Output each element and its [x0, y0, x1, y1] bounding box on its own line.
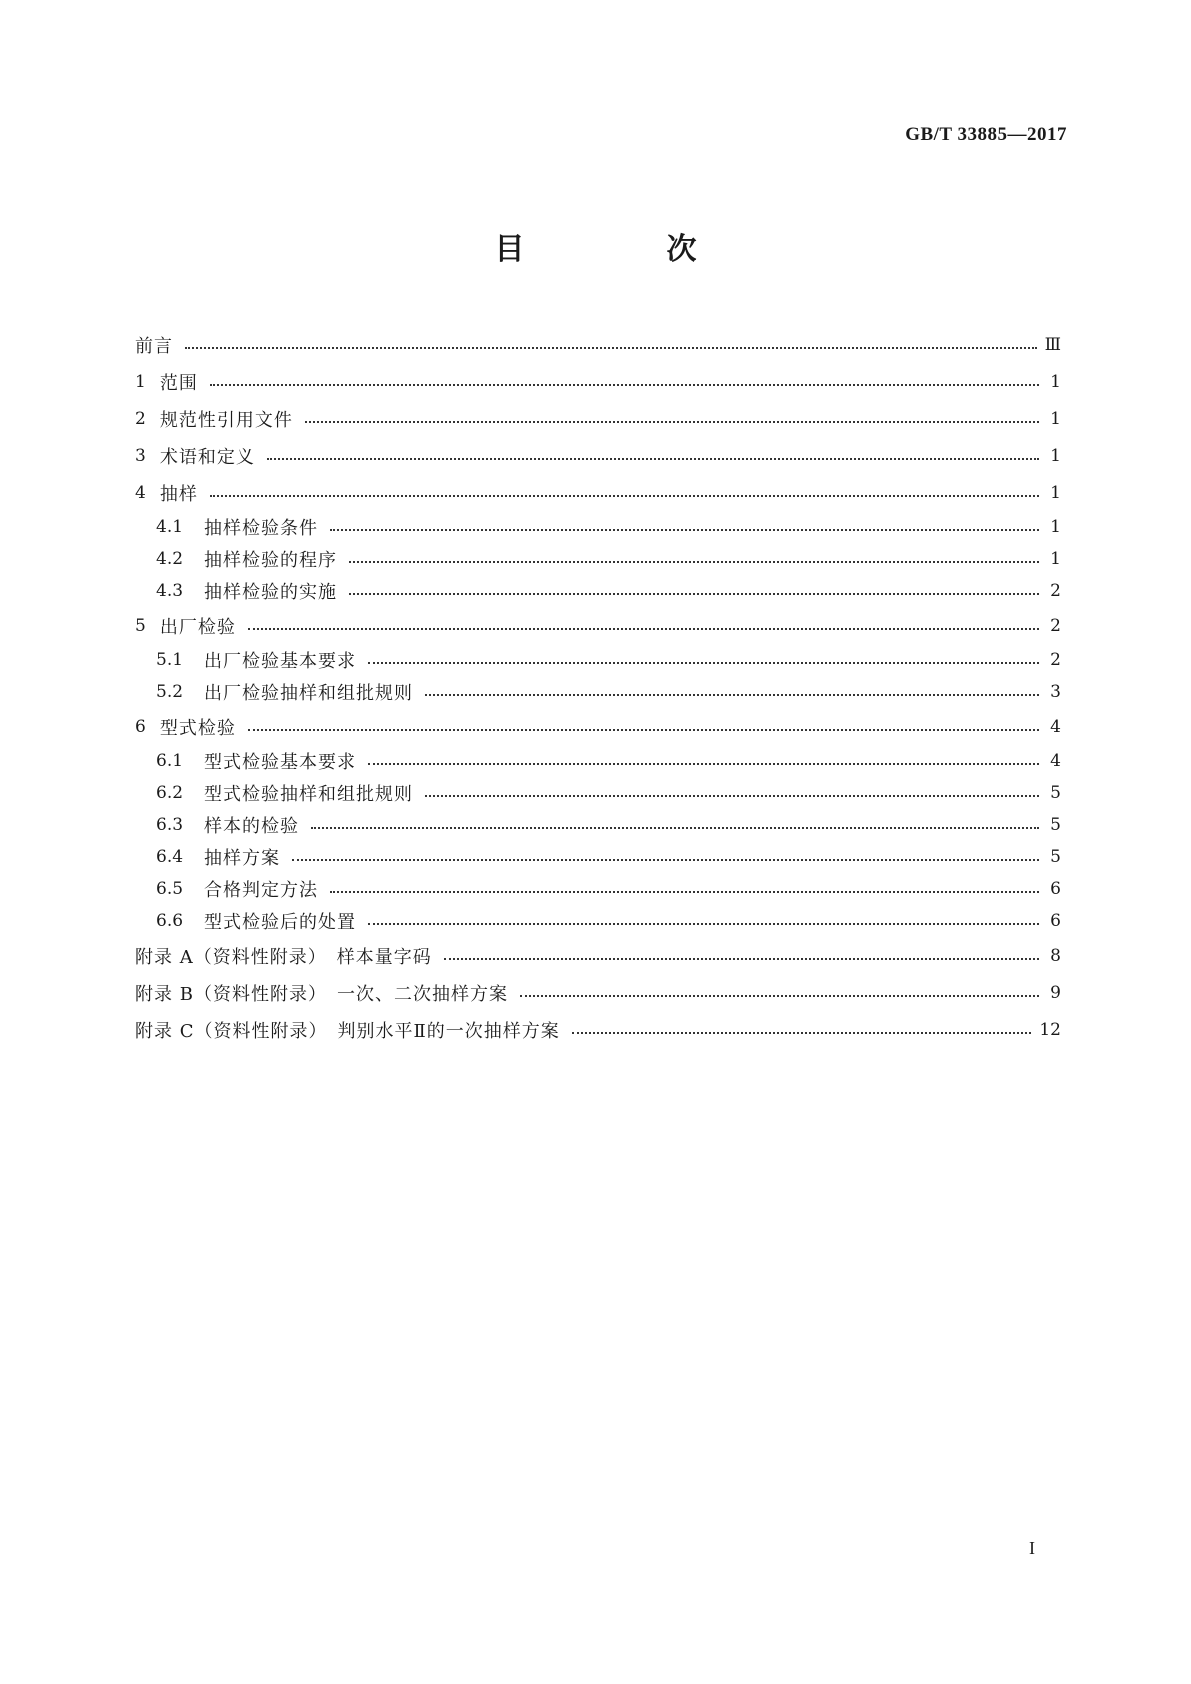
- toc-leader-dots: [368, 763, 1039, 765]
- toc-entry-page: 1: [1050, 371, 1061, 392]
- toc-entry-number: 4.1: [156, 517, 184, 537]
- toc-entry-number: 6: [135, 716, 146, 737]
- toc-entry-number: 6.6: [156, 911, 184, 931]
- toc-leader-dots: [248, 628, 1039, 630]
- toc-leader-dots: [368, 923, 1039, 925]
- toc-entry[interactable]: [135, 607, 1061, 644]
- toc-leader-dots: [349, 561, 1039, 563]
- toc-entry[interactable]: [135, 644, 1061, 676]
- toc-entry[interactable]: [135, 1011, 1061, 1048]
- toc-leader-dots: [330, 529, 1039, 531]
- toc-entry-page: 12: [1039, 1019, 1061, 1040]
- toc-entry-page: 1: [1050, 549, 1061, 569]
- toc-entry-number: 4.2: [156, 549, 184, 569]
- toc-entry-number: 6.5: [156, 879, 184, 899]
- toc-entry-number: 3: [135, 445, 146, 466]
- toc-entry-number: 1: [135, 371, 146, 392]
- toc-entry-label: 合格判定方法: [204, 880, 318, 901]
- toc-entry[interactable]: [135, 676, 1061, 708]
- toc-leader-dots: [185, 347, 1037, 349]
- toc-leader-dots: [267, 458, 1039, 460]
- toc-entry-number: 4: [135, 482, 146, 503]
- toc-entry-label: 抽样检验的实施: [204, 582, 337, 603]
- toc-entry-label: 型式检验基本要求: [204, 752, 356, 773]
- toc-entry-number: 6.4: [156, 847, 184, 867]
- toc-leader-dots: [330, 891, 1039, 893]
- toc-entry-page: 2: [1050, 615, 1061, 636]
- toc-entry-page: Ⅲ: [1044, 334, 1061, 355]
- toc-entry[interactable]: [135, 511, 1061, 543]
- toc-entry-page: 1: [1050, 408, 1061, 429]
- toc-entry[interactable]: [135, 905, 1061, 937]
- toc-entry-label: 附录 A（资料性附录） 样本量字码: [135, 946, 432, 968]
- toc-entry-label: 抽样方案: [204, 848, 280, 869]
- toc-entry-label: 型式检验抽样和组批规则: [204, 784, 413, 805]
- toc-entry-label: 抽样检验条件: [204, 518, 318, 539]
- toc-entry-page: 4: [1050, 716, 1061, 737]
- toc-entry[interactable]: [135, 363, 1061, 400]
- toc-entry-label: 术语和定义: [159, 446, 255, 468]
- toc-leader-dots: [210, 384, 1039, 386]
- toc-entry-number: 6.2: [156, 783, 184, 803]
- toc-entry[interactable]: [135, 400, 1061, 437]
- toc-entry-page: 3: [1050, 682, 1061, 702]
- toc-entry-label: 范围: [159, 372, 198, 394]
- toc-entry-number: 5: [135, 615, 146, 636]
- toc-entry-label: 出厂检验: [159, 616, 236, 638]
- toc-entry-number: 4.3: [156, 581, 184, 601]
- toc-leader-dots: [572, 1032, 1032, 1034]
- toc-entry-page: 1: [1050, 445, 1061, 466]
- toc-entry-page: 5: [1050, 815, 1061, 835]
- toc-entry[interactable]: [135, 708, 1061, 745]
- toc-leader-dots: [248, 729, 1039, 731]
- toc-entry-label: 抽样: [159, 483, 198, 505]
- toc-entry[interactable]: [135, 326, 1061, 363]
- toc-entry-page: 6: [1050, 911, 1061, 931]
- toc-entry[interactable]: [135, 474, 1061, 511]
- toc-entry-label: 附录 B（资料性附录） 一次、二次抽样方案: [135, 983, 508, 1005]
- toc-entry-label: 规范性引用文件: [159, 409, 293, 431]
- toc-entry[interactable]: [135, 841, 1061, 873]
- toc-entry-number: 5.2: [156, 682, 184, 702]
- toc-leader-dots: [520, 995, 1039, 997]
- toc-entry-page: 1: [1050, 517, 1061, 537]
- toc-entry-number: 5.1: [156, 650, 184, 670]
- toc-entry-label: 型式检验后的处置: [204, 912, 356, 933]
- toc-entry[interactable]: [135, 974, 1061, 1011]
- toc-entry-label: 附录 C（资料性附录） 判别水平Ⅱ的一次抽样方案: [135, 1020, 560, 1042]
- toc-entry[interactable]: [135, 777, 1061, 809]
- toc-entry-page: 5: [1050, 847, 1061, 867]
- toc-entry-page: 2: [1050, 581, 1061, 601]
- toc-entry[interactable]: [135, 543, 1061, 575]
- toc-entry-number: 6.3: [156, 815, 184, 835]
- toc-entry-page: 6: [1050, 879, 1061, 899]
- toc-entry[interactable]: [135, 437, 1061, 474]
- toc-leader-dots: [210, 495, 1039, 497]
- toc-leader-dots: [349, 593, 1039, 595]
- toc-entry-label: 前言: [135, 335, 173, 357]
- toc-entry[interactable]: [135, 937, 1061, 974]
- toc-entry-page: 9: [1050, 982, 1061, 1003]
- toc-entry-label: 出厂检验基本要求: [204, 651, 356, 672]
- toc-entry-number: 2: [135, 408, 146, 429]
- toc-entry-page: 5: [1050, 783, 1061, 803]
- page-number: I: [1029, 1538, 1035, 1558]
- toc-leader-dots: [311, 827, 1039, 829]
- toc-entry[interactable]: [135, 745, 1061, 777]
- toc-leader-dots: [292, 859, 1039, 861]
- toc-entry-page: 2: [1050, 650, 1061, 670]
- toc-leader-dots: [368, 662, 1039, 664]
- toc-leader-dots: [425, 795, 1039, 797]
- toc-leader-dots: [305, 421, 1039, 423]
- toc-entry-number: 6.1: [156, 751, 184, 771]
- standard-number: GB/T 33885—2017: [905, 124, 1067, 145]
- toc-entry[interactable]: [135, 809, 1061, 841]
- toc-entry-label: 出厂检验抽样和组批规则: [204, 683, 413, 704]
- toc-leader-dots: [444, 958, 1039, 960]
- toc-entry-page: 1: [1050, 482, 1061, 503]
- toc-entry[interactable]: [135, 575, 1061, 607]
- toc-entry-page: 8: [1050, 945, 1061, 966]
- toc-entry-label: 型式检验: [159, 717, 236, 739]
- page-title: 目 次: [494, 232, 753, 267]
- table-of-contents: [135, 326, 1061, 1048]
- toc-entry-label: 样本的检验: [204, 816, 299, 837]
- toc-entry-label: 抽样检验的程序: [204, 550, 337, 571]
- toc-entry-page: 4: [1050, 751, 1061, 771]
- toc-entry[interactable]: [135, 873, 1061, 905]
- toc-leader-dots: [425, 694, 1039, 696]
